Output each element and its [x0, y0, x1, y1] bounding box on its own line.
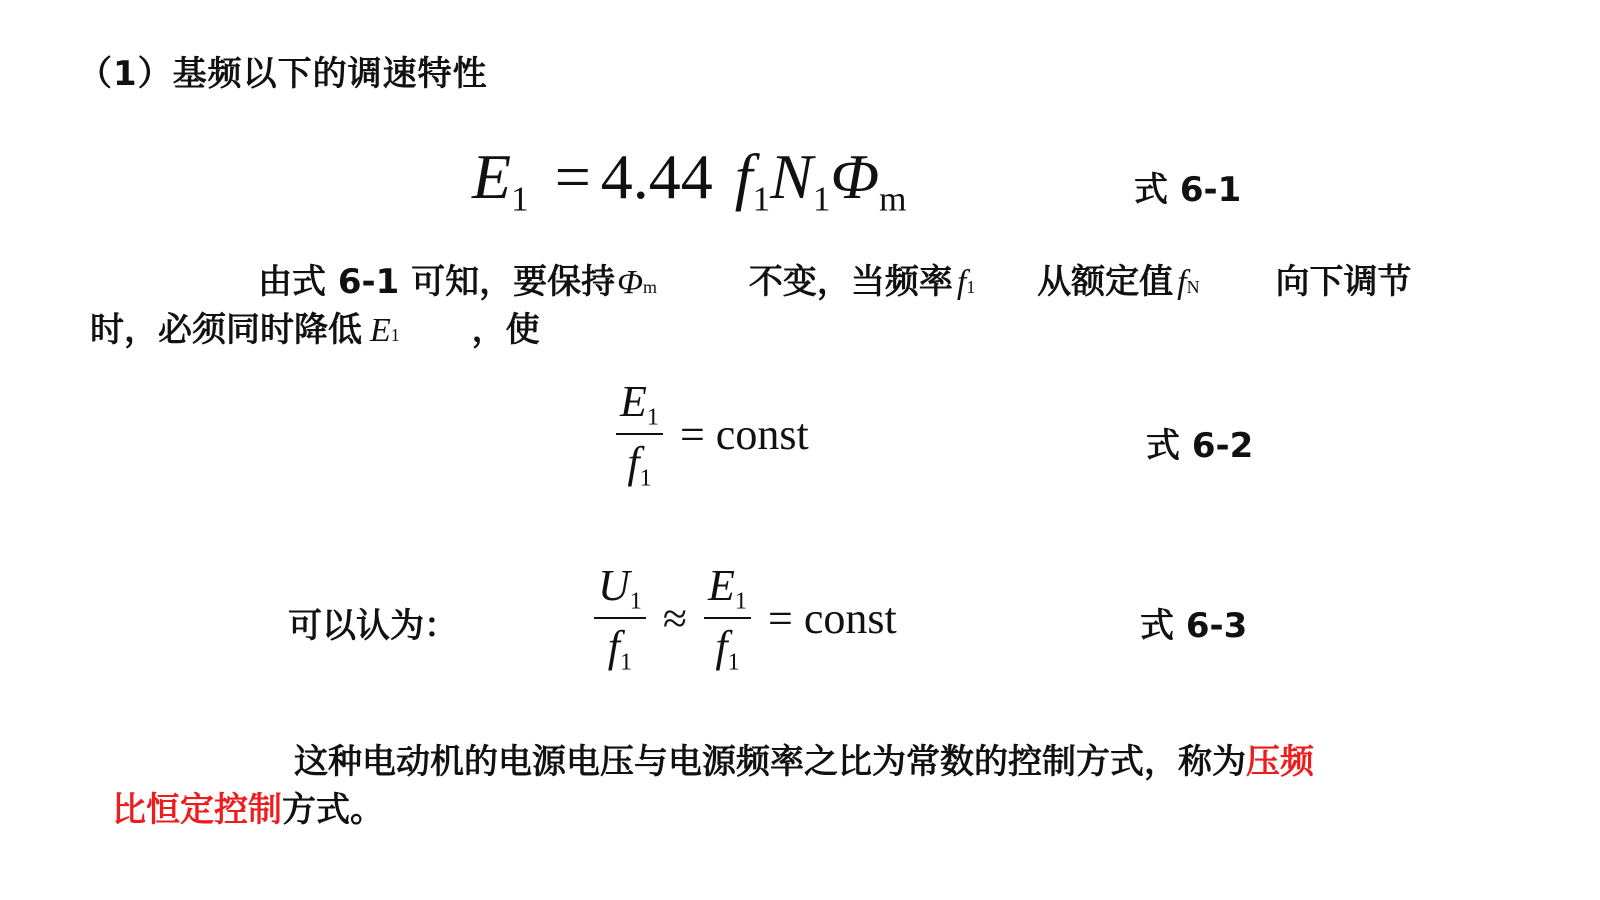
paragraph-1-line-2: 时，必须同时降低 E1 ，使: [90, 310, 540, 350]
highlight-term: 比恒定控制: [112, 790, 282, 830]
paragraph-2-line-2: 比恒定控制方式。: [112, 790, 384, 830]
paragraph-2-line-1: 这种电动机的电源电压与电源频率之比为常数的控制方式，称为压频: [294, 742, 1314, 782]
equation-6-3: $\frac{U_1}{f_1}$ ≈ $\frac{E_1}{f_1}$ = const: [594, 560, 897, 677]
equation-label-6-3: 式 6-3: [1140, 606, 1248, 646]
section-heading: （1）基频以下的调速特性: [78, 54, 488, 94]
equation-6-3-prefix: 可以认为：: [288, 606, 458, 646]
equation-label-6-2: 式 6-2: [1146, 426, 1254, 466]
fraction-U1-over-f1: $\frac{U_1}{f_1}$: [594, 560, 646, 677]
equation-6-1: $E_1 = 4.44$ $f_1N_1\Phi_m$: [472, 141, 907, 219]
highlight-term: 压频: [1246, 742, 1314, 782]
fraction-E1-over-f1: $\frac{E_1}{f_1}$: [616, 376, 663, 493]
equation-label-6-1: 式 6-1: [1134, 170, 1242, 210]
equation-6-2: $\frac{E_1}{f_1}$ = const: [616, 376, 809, 493]
paragraph-1-line-1: 由式 6-1 可知，要保持Φm 不变，当频率 f1 从额定值 fN 向下调节: [258, 262, 1412, 302]
fraction-E1-over-f1: $\frac{E_1}{f_1}$: [704, 560, 751, 677]
